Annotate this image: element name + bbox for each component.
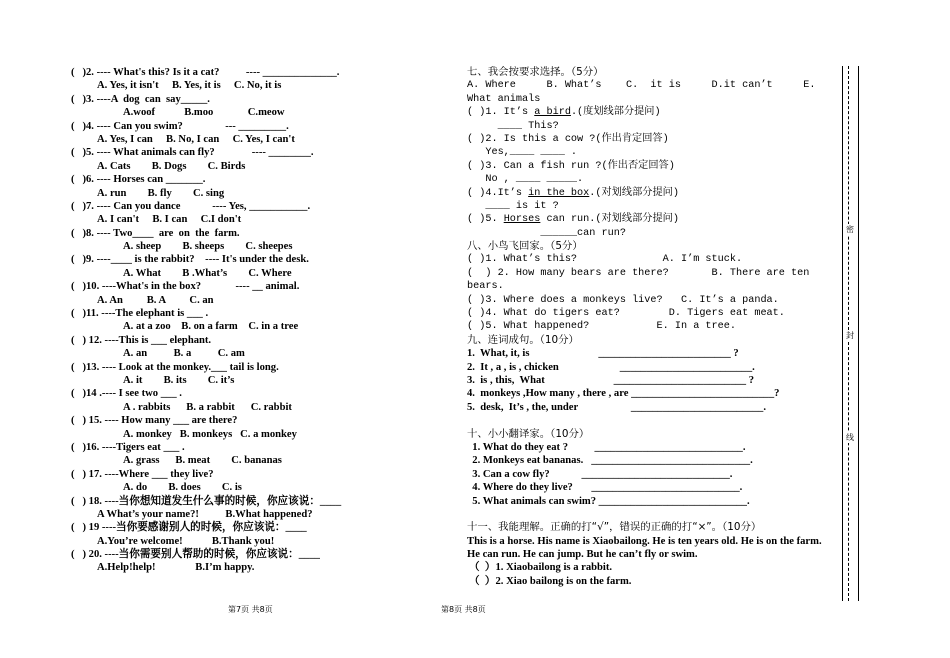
right-lines [467, 66, 832, 535]
left-line-18: A. An B. A C. an [97, 294, 214, 306]
right-line-6: ( )2. Is this a cow ?(作出肯定回答) [467, 133, 669, 145]
page-footer-right: 第8页 共8页 [441, 605, 486, 614]
passage-text: This is a horse. His name is Xiaobailong. He is ten years old. He is on the farm. He can run. He can jump. But he can’t fly or swim. [467, 535, 822, 561]
right-line-23: 2. It , a , is , chicken _________________________. [467, 361, 755, 373]
right-line-2: A. Where B. What’s C. it is D.it can’t E. [467, 80, 816, 92]
left-line-27: ( ) 15. ---- How many ___ are there? [71, 415, 238, 427]
right-line-14: 八、小鸟飞回家。（5分） [467, 240, 583, 253]
right-line-18: ( )3. Where does a monkeys live? C. It’s a panda. [467, 294, 779, 306]
right-line-19: ( )4. What do tigers eat? D. Tigers eat meat. [467, 308, 785, 320]
right-line-34 [467, 508, 832, 521]
right-column [467, 66, 832, 588]
page-footer-left: 第7页 共8页 [228, 605, 273, 614]
left-line-22: A. an B. a C. am [123, 348, 245, 360]
right-line-10: ( )4.It’s in the box.(对划线部分提问) [467, 187, 679, 199]
binding-margin [840, 66, 864, 601]
right-line-22: 1. What, it, is _________________________ ? [467, 348, 739, 360]
right-line-25: 4. monkeys ,How many , there , are ___________________________? [467, 388, 780, 400]
left-line-36: A.You’re welcome! B.Thank you! [97, 535, 275, 547]
left-line-8: A. Cats B. Dogs C. Birds [97, 160, 246, 172]
right-line-1: 七、我会按要求选择。（5分） [467, 66, 604, 78]
left-line-12: A. I can't B. I can C.I don't [97, 214, 242, 226]
left-line-30: A. grass B. meat C. bananas [123, 455, 282, 467]
left-line-34: A What’s your name?! B.What happened? [97, 508, 313, 520]
left-line-2: A. Yes, it isn't B. Yes, it is C. No, it is [97, 80, 282, 92]
tf-item-1: （ ）1. Xiaobailong is a rabbit. [469, 562, 613, 574]
right-line-30: 2. Monkeys eat bananas. ______________________________. [467, 455, 753, 467]
right-line-8: ( )3. Can a fish run ?(作出否定回答) [467, 160, 675, 172]
left-line-35: ( ) 19 ----当你要感谢别人的时候，你应该说：____ [71, 522, 307, 534]
right-line-29: 1. What do they eat ? ____________________________. [467, 441, 746, 453]
left-line-37: ( ) 20. ----当你需要别人帮助的时候，你应该说：____ [71, 549, 320, 561]
right-line-27 [467, 414, 832, 427]
left-line-31: ( ) 17. ----Where ___ they live? [71, 468, 214, 480]
binding-label-1: 密 [846, 225, 854, 234]
left-line-38: A.Help!help! B.I’m happy. [97, 562, 255, 574]
left-line-13: ( )8. ---- Two____ are on the farm. [71, 227, 240, 239]
right-line-11: ____ is it ? [467, 200, 559, 212]
right-line-4: ( )1. It’s a bird.(度划线部分提问) [467, 107, 661, 119]
left-line-25: ( )14 .---- I see two ___ . [71, 388, 182, 400]
left-line-21: ( ) 12. ----This is ___ elephant. [71, 334, 212, 346]
right-line-12: ( )5. Horses can run.(对划线部分提问) [467, 214, 679, 226]
left-line-6: A. Yes, I can B. No, I can C. Yes, I can't [97, 133, 295, 145]
right-line-3: What animals [467, 93, 541, 105]
binding-label-3: 线 [846, 433, 854, 442]
right-line-31: 3. Can a cow fly? ____________________________. [467, 468, 733, 480]
left-line-9: ( )6. ---- Horses can _______. [71, 174, 206, 186]
right-line-7: Yes,____ ____ . [467, 147, 578, 159]
left-line-28: A. monkey B. monkeys C. a monkey [123, 428, 297, 440]
right-line-32: 4. Where do they live? ____________________________. [467, 482, 743, 494]
binding-label-2: 封 [846, 331, 854, 340]
right-line-21: 九、连词成句。（10分） [467, 333, 579, 346]
left-line-11: ( )7. ---- Can you dance ---- Yes, ___________. [71, 200, 311, 212]
right-line-20: ( )5. What happened? E. In a tree. [467, 321, 736, 333]
right-line-16: ( ) 2. How many bears are there? B. There are ten [467, 267, 810, 279]
left-line-20: A. at a zoo B. on a farm C. in a tree [123, 321, 299, 333]
right-line-9: No , ____ _____. [467, 174, 584, 186]
left-line-32: A. do B. does C. is [123, 482, 242, 494]
right-line-5: ____ This? [467, 120, 559, 132]
left-line-1: ( )2. ---- What's this? Is it a cat? ---- ______________. [71, 67, 340, 78]
left-line-19: ( )11. ----The elephant is ___ . [71, 308, 209, 320]
left-line-16: A. What B .What’s C. Where [123, 267, 292, 279]
right-line-35: 十一、我能理解。正确的打“√”，错误的正确的打“×”。（10分） [467, 521, 762, 534]
left-line-24: A. it B. its C. it’s [123, 374, 235, 386]
left-line-23: ( )13. ---- Look at the monkey.___ tail is long. [71, 361, 279, 373]
right-line-15: ( )1. What’s this? A. I’m stuck. [467, 254, 743, 266]
left-line-17: ( )10. ----What's in the box? ---- __ animal. [71, 281, 300, 293]
right-line-33: 5. What animals can swim? ____________________________. [467, 495, 750, 507]
left-line-29: ( )16. ----Tigers eat ___ . [71, 441, 185, 453]
right-line-24: 3. is , this, What _________________________ ? [467, 374, 755, 386]
left-line-26: A . rabbits B. a rabbit C. rabbit [123, 401, 292, 413]
left-line-7: ( )5. ---- What animals can fly? ---- ________. [71, 147, 314, 159]
right-line-28: 十、小小翻译家。（10分） [467, 427, 590, 440]
left-line-15: ( )9. ----____ is the rabbit? ---- It's under the desk. [71, 254, 309, 266]
right-line-13: ______can run? [467, 227, 626, 239]
right-line-26: 5. desk, It’s , the, under _________________________. [467, 401, 766, 413]
left-line-5: ( )4. ---- Can you swim? --- _________. [71, 120, 289, 132]
left-line-10: A. run B. fly C. sing [97, 187, 225, 199]
left-column [71, 66, 356, 575]
left-line-4: A.woof B.moo C.meow [123, 107, 285, 119]
right-line-17: bears. [467, 281, 504, 293]
tf-item-2: （ ）2. Xiao bailong is on the farm. [469, 575, 632, 587]
left-line-33: ( ) 18. ----当你想知道发生什么事的时候，你应该说：____ [71, 495, 342, 507]
left-line-14: A. sheep B. sheeps C. sheepes [123, 241, 293, 253]
left-line-3: ( )3. ----A dog can say_____. [71, 93, 210, 105]
